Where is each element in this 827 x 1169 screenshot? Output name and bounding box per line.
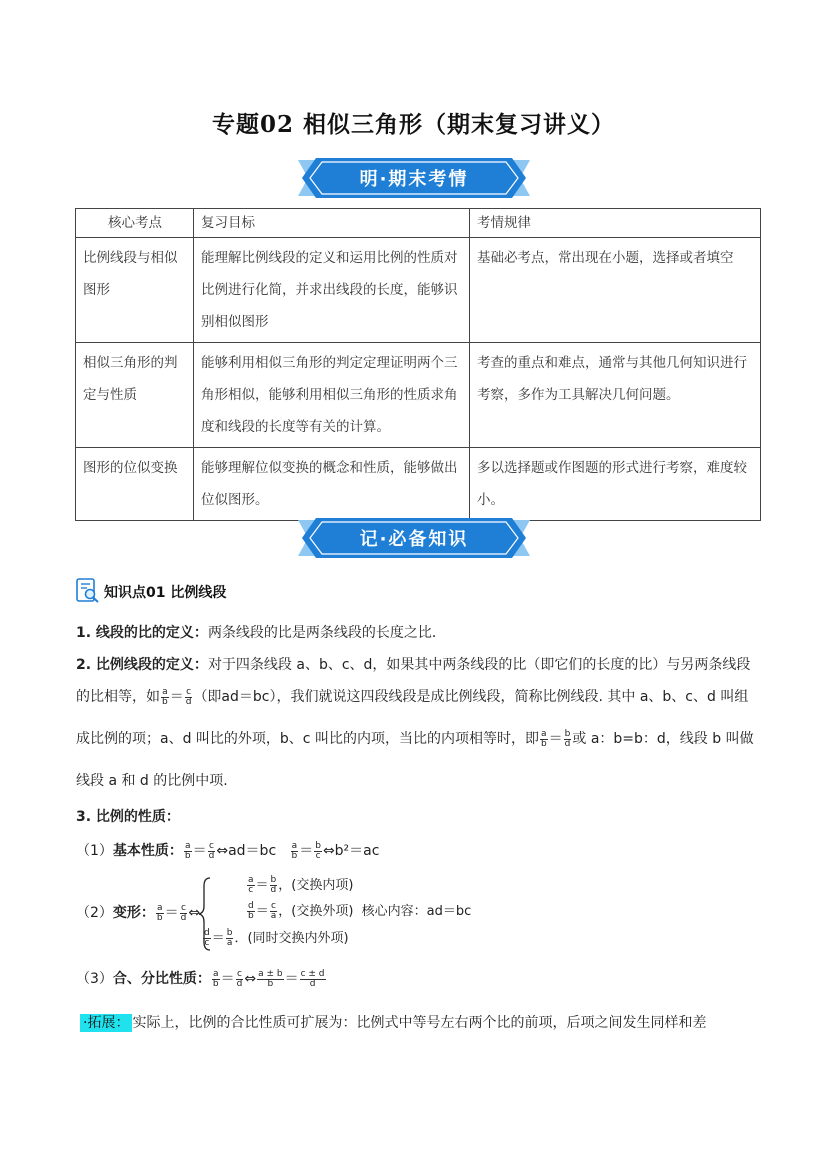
denominator: b <box>248 911 254 921</box>
table-cell: 多以选择题或作图题的形式进行考察，难度较小。 <box>470 448 761 521</box>
section-banner-essential-knowledge <box>298 516 530 560</box>
table-header-cell: 考情规律 <box>470 209 761 238</box>
text-span: ⇔b²＝ac <box>322 843 380 859</box>
denominator: d <box>185 696 192 707</box>
property-label: 合、分比性质： <box>112 971 211 987</box>
fraction <box>156 904 164 923</box>
table-header-cell: 复习目标 <box>194 209 470 238</box>
fraction <box>300 970 326 989</box>
denominator: b <box>184 850 191 861</box>
fraction <box>270 876 278 895</box>
numerator: a <box>157 902 163 913</box>
table-cell: 能够利用相似三角形的判定定理证明两个三角形相似，能够利用相似三角形的性质求角度和线段的长度等有关的计算。 <box>194 343 470 448</box>
text-span: 或 a：b=b：d，线段 b 叫做 <box>572 731 754 747</box>
definition-proportion-line1 <box>76 654 750 674</box>
denominator: d <box>236 978 243 989</box>
equals: ＝ <box>255 878 269 893</box>
fraction <box>185 688 193 707</box>
numerator: a <box>541 728 547 739</box>
table-cell: 比例线段与相似图形 <box>76 238 194 343</box>
equals: ＝ <box>220 971 235 987</box>
numerator: a <box>162 686 168 697</box>
numerator: a <box>213 968 219 979</box>
fraction <box>208 842 216 861</box>
denominator: b <box>212 978 219 989</box>
denominator: c <box>248 885 254 895</box>
numerator: c <box>237 968 242 979</box>
page-title: 专题02 相似三角形（期末复习讲义） <box>211 111 615 138</box>
table-row <box>76 343 761 448</box>
item-number: （2） <box>76 905 113 921</box>
equals: ＝ <box>284 971 299 987</box>
table-row <box>76 448 761 521</box>
extension-text: 实际上，比例的合比性质可扩展为：比例式中等号左右两个比的前项，后项之间发生同样和差 <box>132 1015 707 1031</box>
fraction <box>203 929 211 948</box>
numerator: c <box>186 686 192 697</box>
table-cell: 图形的位似变换 <box>76 448 194 521</box>
fraction <box>291 842 299 861</box>
numerator: d <box>248 901 254 911</box>
fraction <box>161 688 169 707</box>
denominator: d <box>564 738 571 749</box>
equals: ＝ <box>548 731 563 747</box>
fraction <box>236 970 244 989</box>
fraction <box>247 876 255 895</box>
denominator: d <box>309 978 316 989</box>
fraction <box>184 842 192 861</box>
table-row <box>76 238 761 343</box>
sum-difference-property <box>76 968 327 989</box>
transform-swap-outer <box>246 900 471 921</box>
denominator: b <box>267 978 274 989</box>
knowledge-point-title: 知识点01 比例线段 <box>104 585 227 601</box>
equivalence-arrow: ⇔ <box>188 905 201 921</box>
equals: ＝ <box>299 843 314 859</box>
table-cell: 能够理解位似变换的概念和性质，能够做出位似图形。 <box>194 448 470 521</box>
numerator: c <box>271 901 276 911</box>
definition-text: 两条线段的比是两条线段的长度之比． <box>207 625 446 641</box>
definition-proportion-line4: 线段 a 和 d 的比例中项. <box>76 773 228 789</box>
denominator: a <box>226 938 233 948</box>
extension-tag: ·拓展： <box>80 1014 132 1032</box>
fraction <box>540 730 548 749</box>
text-span: 的比相等，如 <box>76 689 160 705</box>
definition-proportion-line2 <box>76 686 748 707</box>
table-header-cell: 核心考点 <box>76 209 194 238</box>
book-search-icon <box>76 578 100 604</box>
property-label: 基本性质： <box>112 843 183 859</box>
numerator: b <box>270 875 277 885</box>
text-span: ⇔ad＝bc <box>216 843 277 859</box>
transform-swap-inner <box>246 874 353 895</box>
numerator: b <box>564 728 571 739</box>
fraction <box>257 970 284 989</box>
definition-label: 1. 线段的比的定义： <box>76 625 208 641</box>
equals: ＝ <box>169 689 184 705</box>
equals: ＝ <box>211 931 225 946</box>
denominator: c <box>315 850 321 861</box>
numerator: c <box>209 840 214 851</box>
text-span: ，(交换内项) <box>278 878 354 893</box>
equivalence-arrow: ⇔ <box>244 971 257 987</box>
definition-ratio-paragraph <box>76 622 446 642</box>
numerator: a <box>291 840 298 851</box>
numerator: a <box>248 875 254 885</box>
table-header-row <box>76 209 761 238</box>
text-span: ．(同时交换内外项) <box>234 931 349 946</box>
extension-paragraph <box>80 1012 706 1032</box>
equals: ＝ <box>192 843 207 859</box>
denominator: d <box>270 885 277 895</box>
exam-situation-table <box>75 208 761 521</box>
numerator: b <box>315 840 321 851</box>
numerator: b <box>226 928 233 938</box>
denominator: d <box>180 912 187 923</box>
table-cell: 能理解比例线段的定义和运用比例的性质对比例进行化简，并求出线段的长度，能够识别相似图形 <box>194 238 470 343</box>
banner-label: 记·必备知识 <box>359 529 469 550</box>
equals: ＝ <box>164 905 179 921</box>
denominator: b <box>162 696 168 707</box>
table-cell: 考查的重点和难点，通常与其他几何知识进行考察，多作为工具解决几何问题。 <box>470 343 761 448</box>
denominator: c <box>204 938 210 948</box>
banner-label: 明·期末考情 <box>359 169 469 190</box>
denominator: a <box>270 911 277 921</box>
numerator: c ± d <box>300 968 325 979</box>
fraction <box>564 730 572 749</box>
fraction <box>270 902 278 921</box>
fraction <box>314 842 322 861</box>
transform-swap-both <box>202 927 349 948</box>
item-number: （3） <box>76 971 113 987</box>
numerator: a ± b <box>258 968 283 979</box>
denominator: b <box>540 738 547 749</box>
transform-property <box>76 902 200 923</box>
item-number: （1） <box>76 843 113 859</box>
text-span: ，(交换外项) <box>278 904 354 919</box>
denominator: b <box>156 912 163 923</box>
table-cell: 相似三角形的判定与性质 <box>76 343 194 448</box>
core-content: 核心内容：ad＝bc <box>361 904 472 919</box>
fraction <box>226 929 234 948</box>
fraction <box>212 970 220 989</box>
definition-text: 对于四条线段 a、b、c、d，如果其中两条线段的比（即它们的长度的比）与另两条线段 <box>207 657 751 673</box>
numerator: a <box>185 840 191 851</box>
section-banner-exam-situation <box>298 156 530 200</box>
text-span: 成比例的项；a、d 叫比的外项，b、c 叫比的内项，当比的内项相等时，即 <box>76 731 539 747</box>
property-label: 变形： <box>112 905 155 921</box>
definition-label: 2. 比例线段的定义： <box>76 657 208 673</box>
text-span: （即ad＝bc），我们就说这四段线段是成比例线段，简称比例线段. 其中 a、b、c、d 叫组 <box>193 689 749 705</box>
definition-proportion-line3 <box>76 728 754 749</box>
fraction <box>247 902 255 921</box>
numerator: c <box>181 902 186 913</box>
denominator: b <box>291 850 298 861</box>
denominator: d <box>208 850 215 861</box>
numerator: d <box>204 928 210 938</box>
properties-heading: 3. 比例的性质： <box>76 809 180 825</box>
equals: ＝ <box>255 904 269 919</box>
fraction <box>180 904 188 923</box>
table-cell: 基础必考点，常出现在小题，选择或者填空 <box>470 238 761 343</box>
basic-property <box>76 840 379 861</box>
